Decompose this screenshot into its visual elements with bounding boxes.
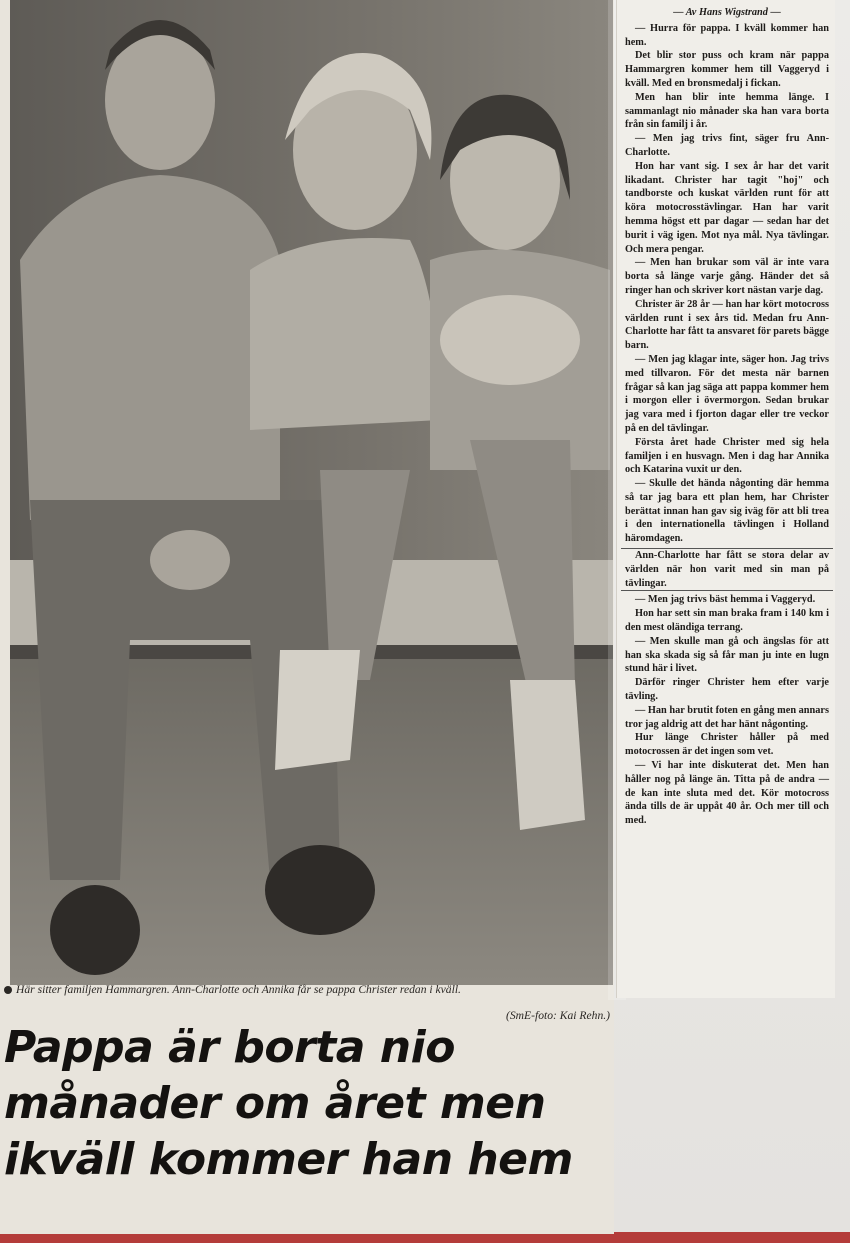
- byline: — Av Hans Wigstrand —: [673, 7, 781, 18]
- article-paragraph: — Men skulle man gå och ängslas för att han ska skada sig så får man ju inte en lugn stund här i livet.: [625, 635, 829, 675]
- bullet-icon: [4, 986, 12, 994]
- article-paragraph: — Skulle det hända någonting där hemma så tar jag bara ett plan hem, har Christer berättat innan han gav sig iväg för att bli trea i den internationella tävlingen i Holland häromdagen.: [625, 478, 829, 545]
- article-paragraph: Hon har vant sig. I sex år har det varit likadant. Christer har tagit "hoj" och tandborste och kuskat världen runt för att köra motocrosstävlingar. Han har varit hemma högst ett par dagar — sedan har det burit i väg igen. Mot nya mål. Nya tävlingar. Och mera pengar.: [625, 160, 829, 255]
- photo-credit: (SmE-foto: Kai Rehn.): [506, 1009, 610, 1022]
- article-paragraph: Ann-Charlotte har fått se stora delar av världen när hon varit med sin man på tävlingar.: [621, 548, 833, 591]
- photo-caption: [4, 983, 614, 1023]
- article-paragraph: Hur länge Christer håller på med motocrossen är det ingen som vet.: [625, 732, 829, 758]
- family-photo: [10, 0, 613, 985]
- caption-text: Här sitter familjen Hammargren. Ann-Charlotte och Annika får se pappa Christer redan i kväll.: [16, 983, 461, 996]
- article-body: [625, 6, 829, 828]
- article-paragraph: — Men jag klagar inte, säger hon. Jag trivs med tillvaron. För det mesta när barnen frågar så kan jag säga att pappa kommer hem i morgon eller i övermorgon. Sedan brukar jag vara med i fjorton dagar eller tre veckor på en del tävlingar.: [625, 353, 829, 434]
- article-paragraph: — Men jag trivs bäst hemma i Vaggeryd.: [635, 594, 816, 606]
- headline-line: månader om året men: [4, 1078, 546, 1129]
- article-paragraph: — Han har brutit foten en gång men annars tror jag aldrig att det har hänt någonting.: [625, 704, 829, 730]
- article-column: [616, 0, 835, 998]
- article-paragraph: Hon har sett sin man braka fram i 140 km i den mest oländiga terrang.: [625, 608, 829, 634]
- article-paragraph: Men han blir inte hemma länge. I sammanlagt nio månader ska han vara borta från sin familj i år.: [625, 91, 829, 131]
- article-paragraph: — Men jag trivs fint, säger fru Ann-Charlotte.: [625, 133, 829, 158]
- article-paragraph: — Vi har inte diskuterat det. Men han håller nog på länge än. Titta på de andra — de kan inte sluta med det. Kör motocross ända tills de är uppåt 40 år. Och mer till och med.: [625, 760, 829, 827]
- article-paragraph: Därför ringer Christer hem efter varje tävling.: [625, 677, 829, 703]
- headline-line: Pappa är borta nio: [4, 1022, 455, 1073]
- family-photo-illustration: [10, 0, 613, 985]
- article-paragraph: — Men han brukar som väl är inte vara borta så länge varje gång. Händer det så ringer han och skriver kort nästan varje dag.: [625, 257, 829, 296]
- article-paragraph: — Hurra för pappa. I kväll kommer han hem.: [625, 22, 829, 48]
- article-paragraph: Första året hade Christer med sig hela familjen i en husvagn. Men i dag har Annika och Katarina vuxit ur den.: [625, 436, 829, 476]
- headline: [4, 1020, 612, 1188]
- headline-line: ikväll kommer han hem: [4, 1134, 573, 1185]
- article-paragraph: Christer är 28 år — han har kört motocross världen runt i sex års tid. Medan fru Ann-Charlotte har fått ta ansvaret för parets bägge barn.: [625, 298, 829, 352]
- article-paragraph: Det blir stor puss och kram när pappa Hammargren kommer hem till Vaggeryd i kväll. Med en bronsmedalj i fickan.: [625, 50, 829, 89]
